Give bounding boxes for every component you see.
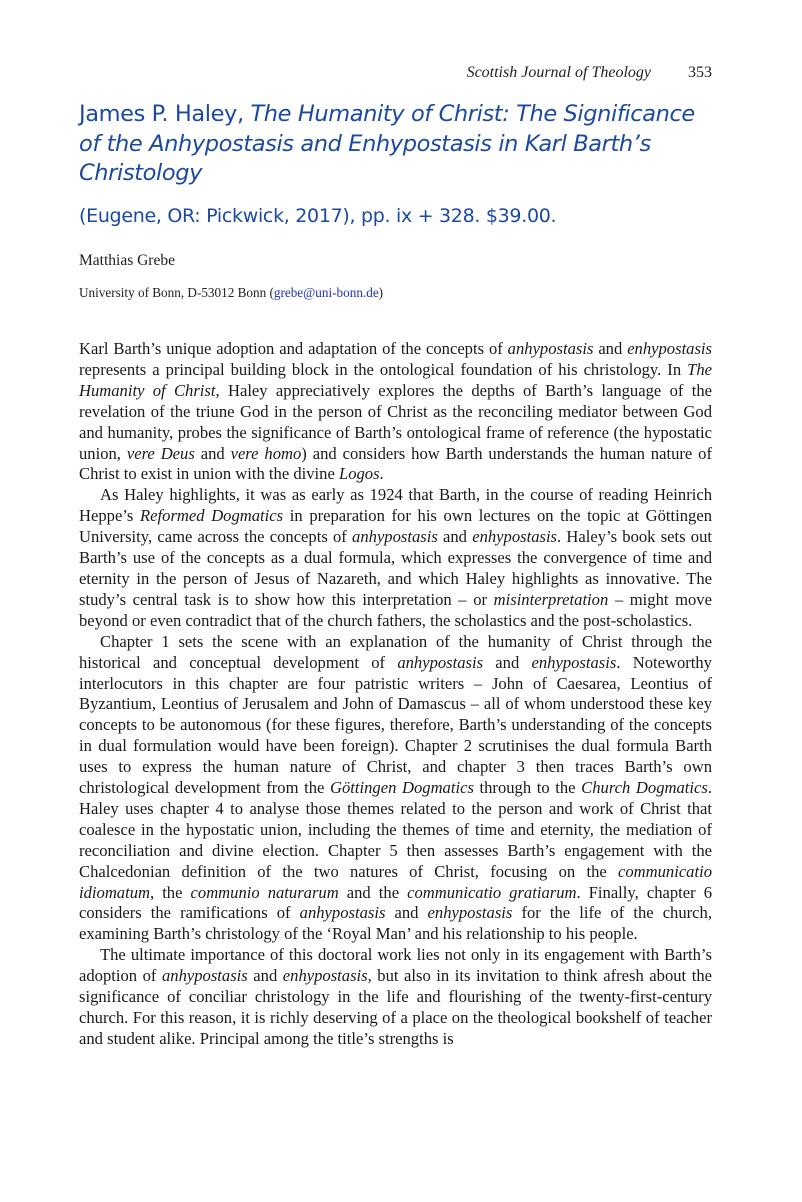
italic-term: communicatio gratiarum bbox=[407, 882, 577, 902]
italic-term: vere Deus bbox=[126, 443, 195, 463]
text-run: , Haley appreciatively explores the depths of Barth’s language of the revelation of the triune God in the person of Christ as the reconciling mediator between God and humanity, probes the significance of Barth’s ontological frame of reference (the hypostatic union, bbox=[79, 380, 712, 463]
book-title: The Humanity of Christ: The Significance of the Anhypostasis and Enhypostasis in Karl Barth’s Christology bbox=[79, 101, 695, 186]
text-run: . bbox=[379, 464, 384, 484]
italic-term: enhypostasis bbox=[282, 966, 368, 986]
text-run: represents a principal building block in the ontological foundation of his christology. In bbox=[79, 359, 688, 379]
text-run: . Noteworthy interlocutors in this chapter are four patristic writers – John of Caesarea, Leontius of Byzantium, Leontius of Jerusalem and John of Damascus – all of whom understood these key concepts to be autonomous (for these figures, therefore, Barth’s understanding of the concepts in dual formulation would have been foreign). Chapter 2 scrutinises the dual formula Barth uses to express the human nature of Christ, and chapter 3 then traces Barth’s own christological development from the bbox=[79, 652, 712, 798]
paragraph bbox=[79, 339, 712, 485]
text-run: and the bbox=[338, 882, 408, 902]
italic-term: Reformed Dogmatics bbox=[140, 506, 284, 526]
text-run: and bbox=[247, 966, 283, 986]
italic-term: communicatio idiomatum bbox=[79, 861, 712, 902]
paragraph bbox=[79, 945, 712, 1050]
paragraph bbox=[79, 485, 712, 631]
publication-info: (Eugene, OR: Pickwick, 2017), pp. ix + 328. $39.00. bbox=[79, 205, 557, 227]
italic-term: enhypostasis bbox=[531, 652, 617, 672]
text-run: . Finally, chapter 6 considers the ramifications of bbox=[79, 882, 712, 923]
italic-term: The Humanity of Christ bbox=[79, 359, 712, 400]
text-run: and bbox=[194, 443, 231, 463]
running-head bbox=[467, 64, 712, 82]
text-run: . Haley’s book sets out Barth’s use of the concepts as a dual formula, which expresses the convergence of time and eternity in the person of Jesus of Nazareth, and which Haley highlights as innovative. The study’s central task is to show how this interpretation – or bbox=[79, 527, 712, 609]
text-run: Karl Barth’s unique adoption and adaptation of the concepts of bbox=[79, 339, 508, 358]
italic-term: Göttingen Dogmatics bbox=[330, 778, 474, 798]
email-link[interactable]: grebe@uni-bonn.de bbox=[273, 285, 379, 300]
text-run: Chapter 1 sets the scene with an explanation of the humanity of Christ through the historical and conceptual development of bbox=[79, 631, 712, 672]
italic-term: anhypostasis bbox=[397, 652, 484, 672]
journal-name: Scottish Journal of Theology bbox=[466, 64, 651, 81]
paragraph bbox=[79, 632, 712, 946]
text-run: , but also in its invitation to think afresh about the significance of conciliar christology in the life and flourishing of the twenty-first-century church. For this reason, it is richly deserving of a place on the theological bookshelf of teacher and student alike. Principal among the title’s strengths is bbox=[79, 966, 712, 1048]
text-run: through to the bbox=[473, 778, 582, 798]
text-run: – might move beyond or even contradict that of the church fathers, the scholastics and the post-scholastics. bbox=[79, 589, 712, 630]
italic-term: Logos bbox=[338, 464, 380, 484]
italic-term: misinterpretation bbox=[493, 589, 609, 609]
italic-term: anhypostasis bbox=[299, 903, 386, 923]
italic-term: anhypostasis bbox=[352, 527, 438, 547]
italic-term: Church Dogmatics bbox=[581, 778, 708, 798]
reviewer-affiliation bbox=[79, 285, 383, 301]
text-run: , the bbox=[150, 882, 191, 902]
text-run: The ultimate importance of this doctoral work lies not only in its engagement with Barth’s adoption of bbox=[79, 945, 712, 986]
text-run: in preparation for his own lectures on the topic at Göttingen University, came across the concepts of bbox=[79, 506, 713, 547]
italic-term: enhypostasis bbox=[427, 903, 513, 923]
text-run: and bbox=[385, 903, 428, 923]
text-run: . Haley uses chapter 4 to analyse those themes related to the person and work of Christ that coalesce in the hypostatic union, including the themes of time and eternity, the mediation of reconciliation and divine election. Chapter 5 then assesses Barth’s engagement with the Chalcedonian definition of the two natures of Christ, focusing on the bbox=[79, 778, 712, 881]
affiliation-close: ) bbox=[378, 285, 384, 300]
text-run: and bbox=[593, 339, 628, 358]
text-run: As Haley highlights, it was as early as 1924 that Barth, in the course of reading Heinrich Heppe’s bbox=[79, 485, 712, 526]
reviewer-name: Matthias Grebe bbox=[79, 252, 175, 269]
italic-term: communio naturarum bbox=[190, 882, 339, 902]
affiliation-text: University of Bonn, D-53012 Bonn ( bbox=[79, 285, 274, 300]
text-run: and bbox=[437, 527, 473, 547]
review-title bbox=[79, 100, 719, 189]
book-author: James P. Haley, bbox=[79, 101, 251, 127]
italic-term: anhypostasis bbox=[507, 339, 594, 358]
review-body bbox=[79, 339, 712, 1050]
text-run: and bbox=[483, 652, 532, 672]
italic-term: enhypostasis bbox=[627, 339, 712, 358]
italic-term: anhypostasis bbox=[161, 966, 248, 986]
page-number: 353 bbox=[688, 64, 712, 81]
italic-term: vere homo bbox=[230, 443, 302, 463]
text-run: ) and considers how Barth understands the human nature of Christ to exist in union with the divine bbox=[79, 443, 712, 484]
italic-term: enhypostasis bbox=[472, 527, 558, 547]
text-run: for the life of the church, examining Barth’s christology of the ‘Royal Man’ and his relationship to his people. bbox=[79, 903, 712, 944]
